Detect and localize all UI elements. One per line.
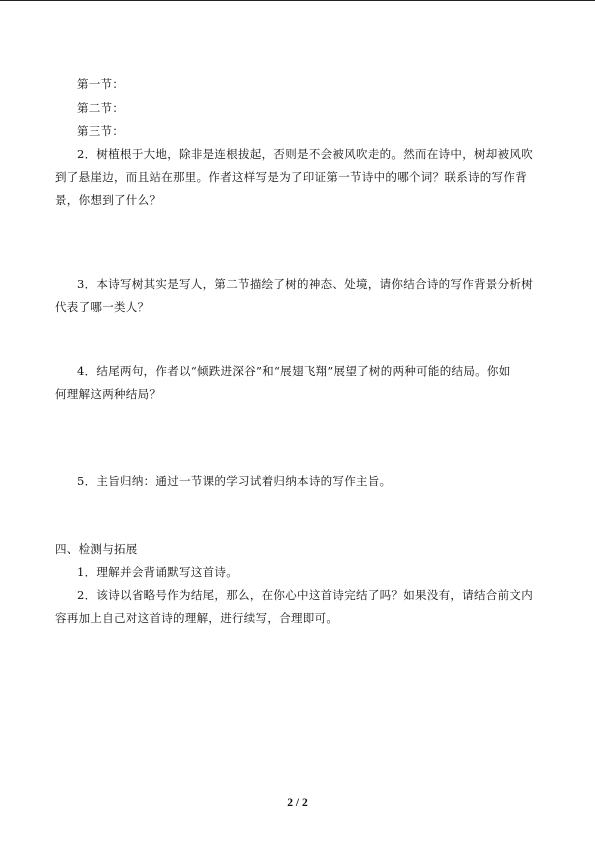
section-4-heading: 四、检测与拓展 <box>55 542 138 556</box>
question-4-line-1: 4．结尾两句，作者以“倾跌进深谷”和“展翅飞翔”展望了树的两种可能的结局。你如 <box>77 364 511 378</box>
part-4-item-1: 1．理解并会背诵默写这首诗。 <box>77 565 239 579</box>
stanza-2-prompt: 第二节： <box>77 101 125 115</box>
question-4-line-2: 何理解这两种结局？ <box>55 387 162 401</box>
stanza-3-prompt: 第三节： <box>77 124 125 138</box>
question-2-line-3: 景，你想到了什么？ <box>55 193 162 207</box>
question-2-line-1: 2．树植根于大地，除非是连根拔起，否则是不会被风吹走的。然而在诗中，树却被风吹 <box>77 147 534 161</box>
question-3-line-1: 3．本诗写树其实是写人，第二节描绘了树的神态、处境，请你结合诗的写作背景分析树 <box>77 277 534 291</box>
page-top-rule <box>0 0 595 1</box>
part-4-item-2-line-2: 容再加上自己对这首诗的理解，进行续写，合理即可。 <box>55 611 339 625</box>
part-4-item-2-line-1: 2．该诗以省略号作为结尾，那么，在你心中这首诗完结了吗？如果没有，请结合前文内 <box>77 588 534 602</box>
stanza-1-prompt: 第一节： <box>77 77 125 91</box>
page-number: 2 / 2 <box>287 797 308 809</box>
question-2-line-2: 到了悬崖边，而且站在那里。作者这样写是为了印证第一节诗中的哪个词？联系诗的写作背 <box>55 170 527 184</box>
question-3-line-2: 代表了哪一类人？ <box>55 300 150 314</box>
question-5-line-1: 5．主旨归纳：通过一节课的学习试着归纳本诗的写作主旨。 <box>77 474 392 488</box>
